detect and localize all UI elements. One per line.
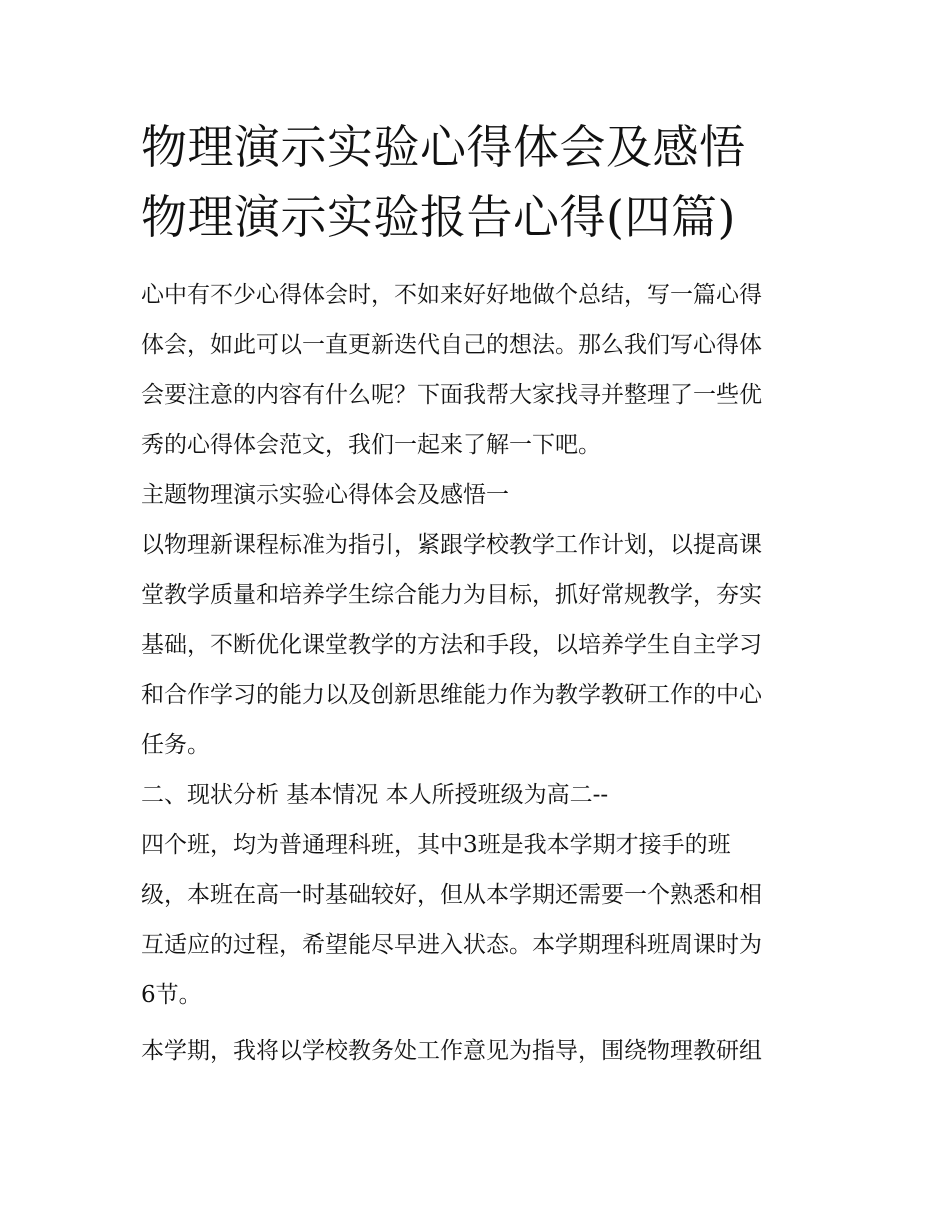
text-line: 本学期，我将以学校教务处工作意见为指导，围绕物理教研组 <box>141 1038 762 1064</box>
text-line: 基础，不断优化课堂教学的方法和手段，以培养学生自主学习 <box>141 632 762 658</box>
document-body <box>141 270 813 1076</box>
section-heading: 主题物理演示实验心得体会及感悟一 <box>141 482 509 508</box>
document-content <box>141 112 813 1076</box>
text-line: 和合作学习的能力以及创新思维能力作为教学教研工作的中心 <box>141 682 762 708</box>
text-line: 二、现状分析 基本情况 本人所授班级为高二-- <box>141 782 609 808</box>
text-line: 秀的心得体会范文，我们一起来了解一下吧。 <box>141 432 601 458</box>
title-line: 物理演示实验心得体会及感悟 <box>141 120 746 174</box>
text-line: 堂教学质量和培养学生综合能力为目标，抓好常规教学，夯实 <box>141 582 762 608</box>
text-line: 任务。 <box>141 732 210 758</box>
document-title <box>141 112 813 252</box>
text-line: 级，本班在高一时基础较好，但从本学期还需要一个熟悉和相 <box>141 882 762 908</box>
text-line: 互适应的过程，希望能尽早进入状态。本学期理科班周课时为 <box>141 932 762 958</box>
text-line: 以物理新课程标准为指引，紧跟学校教学工作计划，以提高课 <box>141 532 762 558</box>
text-line: 6节。 <box>141 982 202 1008</box>
text-line: 会要注意的内容有什么呢？下面我帮大家找寻并整理了一些优 <box>141 382 762 408</box>
text-line: 心中有不少心得体会时，不如来好好地做个总结，写一篇心得 <box>141 282 762 308</box>
text-line: 四个班，均为普通理科班，其中3班是我本学期才接手的班 <box>141 832 731 858</box>
text-line: 体会，如此可以一直更新迭代自己的想法。那么我们写心得体 <box>141 332 762 358</box>
title-line: 物理演示实验报告心得(四篇) <box>141 190 736 244</box>
